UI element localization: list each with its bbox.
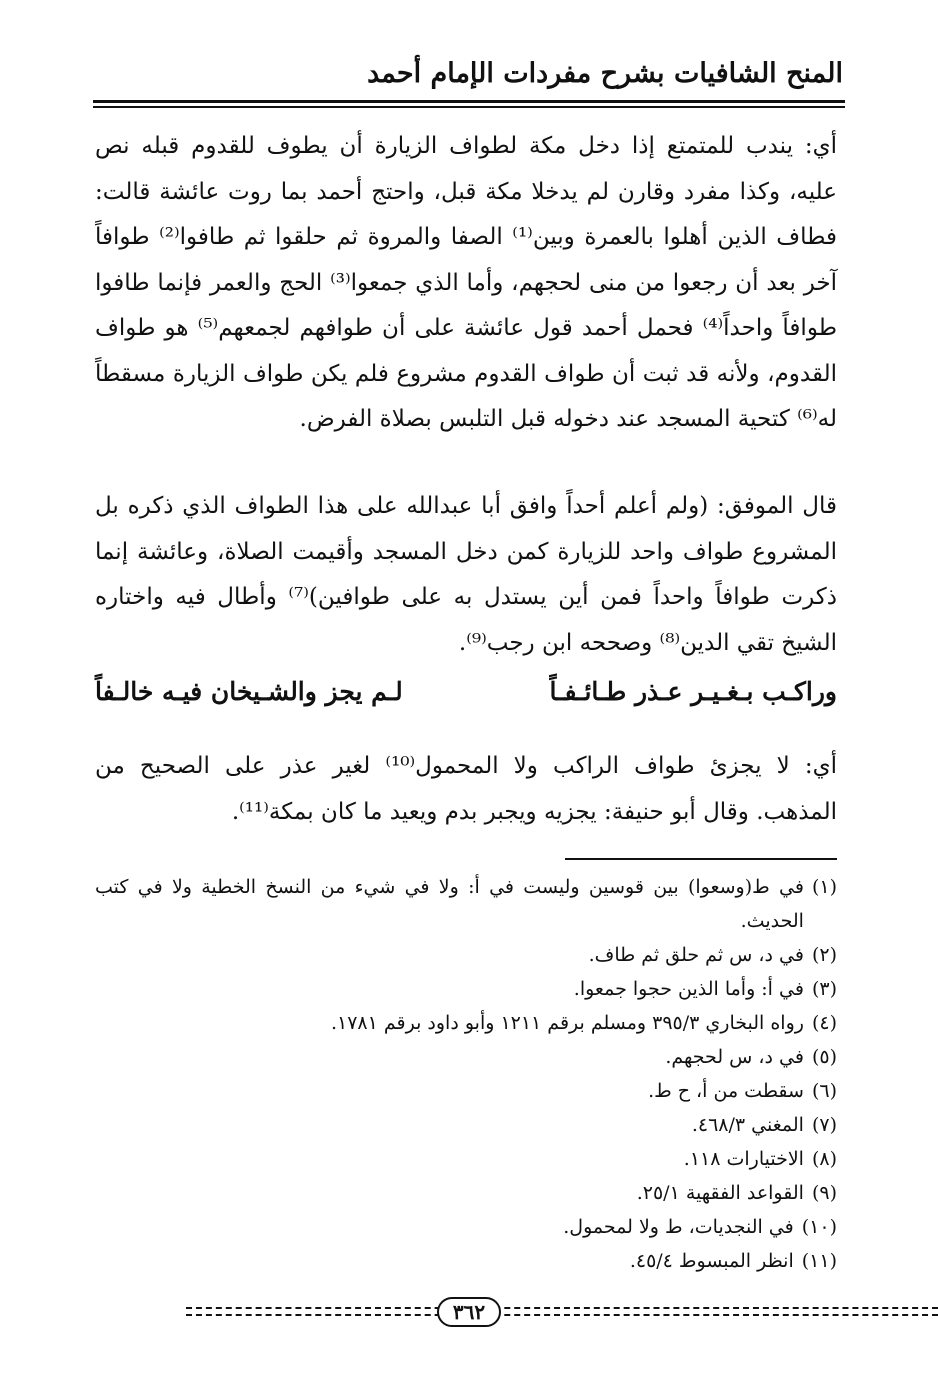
- verse-hemistich-second: لـم يجز والشـيخان فيـه خالـفاً: [95, 677, 403, 706]
- footnote-separator: [565, 858, 837, 860]
- footnote-number: (١): [811, 876, 837, 898]
- commentary-paragraph-3: أي: لا يجزئ طواف الراكب ولا المحمول⁽¹⁰⁾ لغير عذر على الصحيح من المذهب. وقال أبو حنيفة: يجزيه ويجبر بدم ويعيد ما كان بمكة⁽¹¹⁾.: [95, 753, 837, 825]
- page-number: ٣٦٢: [437, 1297, 501, 1327]
- footnote-text: سقطت من أ، ح ط.: [648, 1080, 804, 1102]
- footnote-number: (٦): [811, 1080, 837, 1102]
- footnote-item: [95, 1142, 837, 1176]
- commentary-paragraph-2: قال الموفق: (ولم أعلم أحداً وافق أبا عبدالله على هذا الطواف الذي ذكره بل المشروع طواف واحد للزيارة كمن دخل المسجد وأقيمت الصلاة، وعائشة إنما ذكرت طوافاً واحداً فمن أين يستدل به على طوافين)⁽⁷⁾ وأطال فيه واختاره الشيخ تقي الدين⁽⁸⁾ وصححه ابن رجب⁽⁹⁾.: [95, 493, 837, 656]
- footnote-text: القواعد الفقهية ٢٥/١.: [636, 1182, 804, 1204]
- header-rule-thin: [93, 106, 845, 108]
- footnote-item: [95, 1210, 837, 1244]
- footnote-text: في د، س لحجهم.: [665, 1046, 804, 1068]
- running-header-title: المنح الشافيات بشرح مفردات الإمام أحمد: [367, 58, 843, 89]
- footnote-item: [95, 938, 837, 972]
- footnote-number: (١١): [801, 1250, 837, 1272]
- footnote-text: في د، س ثم حلق ثم طاف.: [588, 944, 804, 966]
- footnote-item: [95, 1176, 837, 1210]
- footnote-item: [95, 1244, 837, 1278]
- verse-hemistich-first: وراكـب بـغـيـر عـذر طـائـفـاً: [549, 677, 837, 706]
- page-number-holder: [93, 1297, 845, 1327]
- poem-verse: [95, 672, 837, 712]
- page-footer: [93, 1302, 845, 1322]
- footnote-number: (٨): [811, 1148, 837, 1170]
- footnote-number: (٢): [811, 944, 837, 966]
- footnote-item: [95, 1040, 837, 1074]
- footnote-text: في أ: وأما الذين حجوا جمعوا.: [573, 978, 804, 1000]
- footnote-item: [95, 870, 837, 938]
- header-rule-thick: [93, 100, 845, 103]
- footnote-text: انظر المبسوط ٤٥/٤.: [629, 1250, 794, 1272]
- footnote-item: [95, 1074, 837, 1108]
- footnote-text: المغني ٤٦٨/٣.: [691, 1114, 804, 1136]
- footnote-text: في النجديات، ط ولا لمحمول.: [563, 1216, 794, 1238]
- footnote-number: (٩): [811, 1182, 837, 1204]
- footnote-item: [95, 1006, 837, 1040]
- footnote-item: [95, 1108, 837, 1142]
- footnote-text: رواه البخاري ٣٩٥/٣ ومسلم برقم ١٢١١ وأبو داود برقم ١٧٨١.: [330, 1012, 804, 1034]
- footnote-text: الاختيارات ١١٨.: [683, 1148, 804, 1170]
- footnote-number: (٣): [811, 978, 837, 1000]
- footnote-number: (٧): [811, 1114, 837, 1136]
- footnotes-list: [95, 870, 837, 1278]
- footnote-number: (٥): [811, 1046, 837, 1068]
- commentary-paragraph-1: أي: يندب للمتمتع إذا دخل مكة لطواف الزيارة أن يطوف للقدوم قبله نص عليه، وكذا مفرد وقارن لم يدخلا مكة قبل، واحتج أحمد بما روت عائشة قالت: فطاف الذين أهلوا بالعمرة وبين⁽¹⁾ الصفا والمروة ثم حلقوا ثم طافوا⁽²⁾ طوافاً آخر بعد أن رجعوا من منى لحجهم، وأما الذي جمعوا⁽³⁾ الحج والعمر فإنما طافوا طوافاً واحداً⁽⁴⁾ فحمل أحمد قول عائشة على أن طوافهم لجمعهم⁽⁵⁾ هو طواف القدوم، ولأنه قد ثبت أن طواف القدوم مشروع فلم يكن طواف الزيارة مسقطاً له⁽⁶⁾ كتحية المسجد عند دخوله قبل التلبس بصلاة الفرض.: [95, 133, 838, 432]
- footnote-item: [95, 972, 837, 1006]
- footnote-number: (٤): [811, 1012, 837, 1034]
- footnote-text: في ط(وسعوا) بين قوسين وليست في أ: ولا في شيء من النسخ الخطية ولا في كتب الحديث.: [95, 876, 804, 932]
- footnote-number: (١٠): [801, 1216, 837, 1238]
